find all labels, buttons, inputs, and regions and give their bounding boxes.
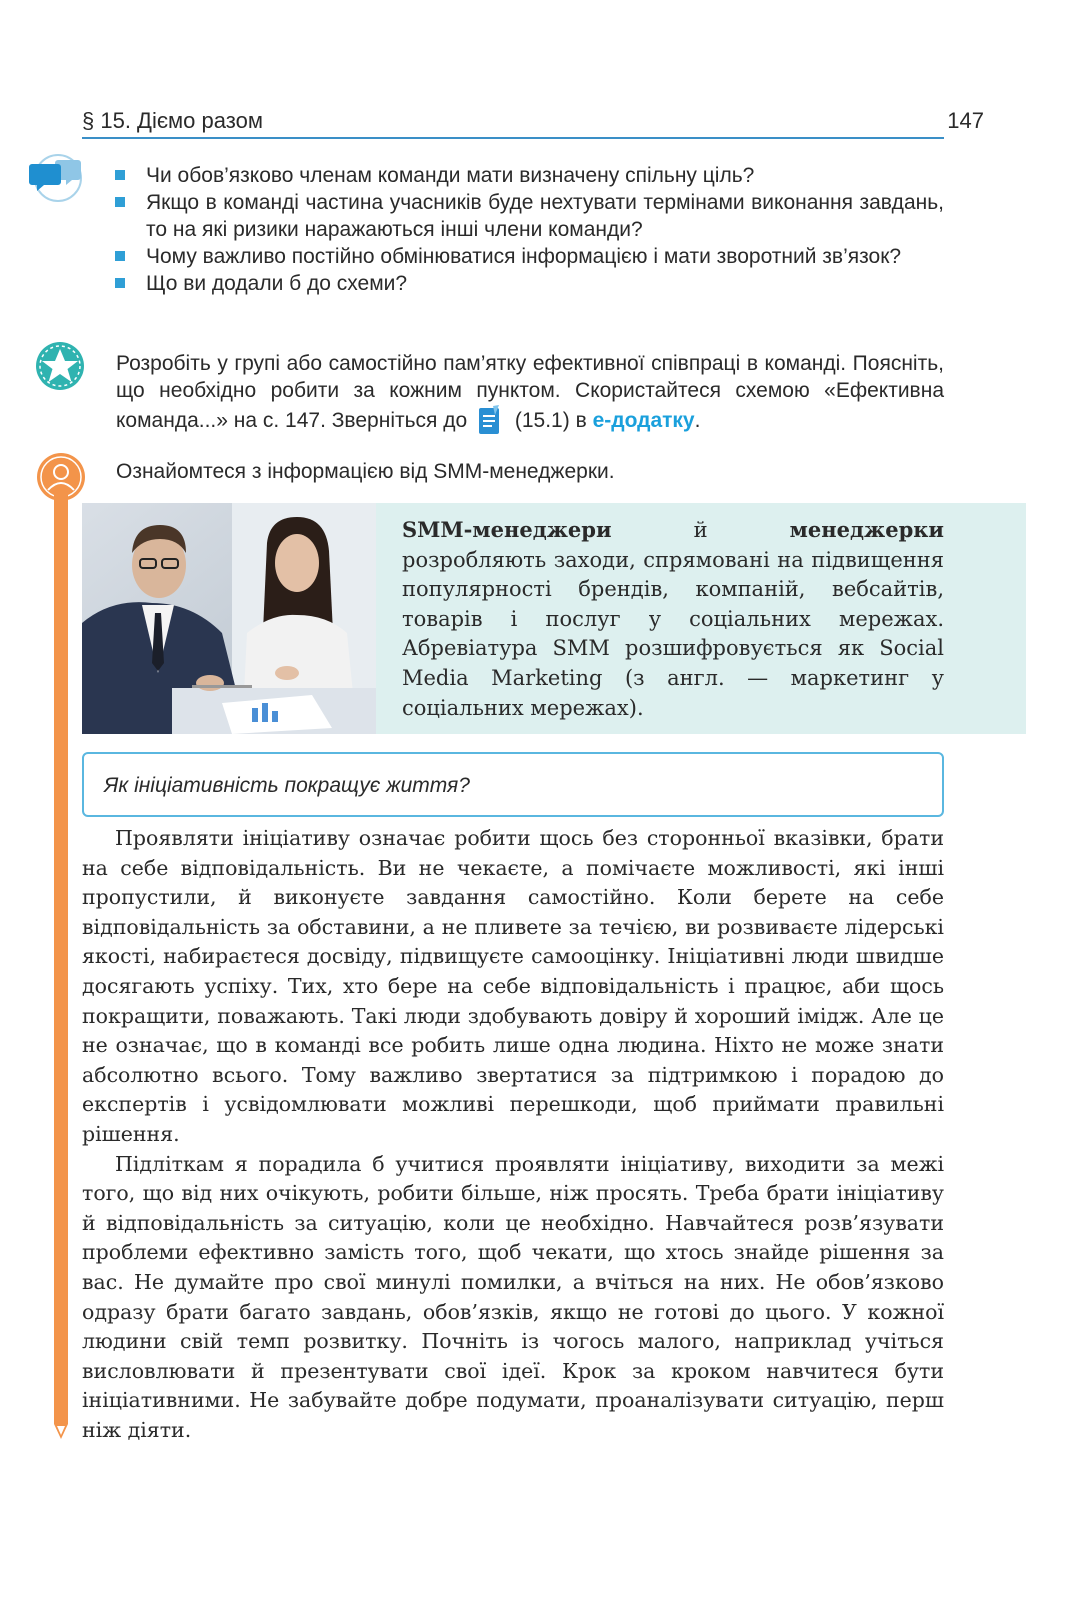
header-rule: [82, 137, 944, 139]
discussion-icon: [28, 152, 86, 204]
list-item: Що ви додали б до схеми?: [114, 270, 944, 297]
smm-description: SMM-менеджери й менеджерки розробляють заходи, спрямовані на підвищення популярності брендів, компаній, вебсайтів, товарів і послуг у соціальних мережах. Абревіатура SMM розшифровується як Social Media Marketing (з англ. — маркетинг у соціальних мережах).: [402, 517, 944, 720]
task-paragraph: [116, 350, 944, 436]
definition-text: розробляють заходи, спрямовані на підвищення популярності брендів, компаній, вебсайтів, товарів і послуг у соціальних мережах. Абревіатура SMM розшифровується як Social Media Marketing (з англ. — маркетинг у соціальних мережах).: [402, 547, 944, 720]
question-box: [82, 752, 944, 817]
star-icon: [34, 340, 86, 392]
task-text: Розробіть у групі або самостійно пам’ятку ефективної співпраці в команді. Поясніть, що необхідно робити за кожним пунктом. Скористайтеся схемою «Ефективна команда...» на с. 147. Зверніться до: [116, 352, 944, 432]
question-text: Як ініціативність покращує життя?: [104, 774, 470, 797]
article-paragraph-1: Проявляти ініціативу означає робити щось без сторонньої вказівки, брати на себе відповідальність. Ви не чекаєте, а помічаєте можливості, які інші пропустили, й виконуєте завдання самостійно. Коли берете на себе відповідальність за обставини, а не пливете за течією, ви розвиваєте лідерські якості, набираєтеся досвіду, підвищуєте самооцінку. Ініціативні люди швидше досягають успіху. Тих, хто бере на себе відповідальність і працює, аби щось покращити, поважають. Такі люди здобувають довіру й хороший імідж. Але це не означає, що в команді все робить лише одна людина. Ніхто не може знати абсолютно всього. Тому важливо звертатися за підтримкою і порадою до експертів і усвідомлювати можливі перешкоди, щоб приймати правильні рішення.: [82, 826, 944, 1146]
article-paragraph-2: Підліткам я порадила б учитися проявляти ініціативу, виходити за межі того, що від них очікують, робити більше, ніж просять. Треба брати ініціативу й відповідальність за ситуацію, коли це необхідно. Навчайтеся розв’язувати проблеми ефективно замість того, щоб чекати, що хтось знайде рішення за вас. Не думайте про свої минулі помилки, а вчіться на них. Не обов’язково одразу брати багато завдань, обов’язків, якщо не готові до цього. У кожної людини свій темп розвитку. Почніть із чогось малого, наприклад учіться висловлювати й презентувати свої ідеї. Крок за кроком навчитеся бути ініціативними. Не забувайте добре подумати, проаналізувати ситуацію, перш ніж діяти.: [82, 1151, 944, 1442]
arrow-down-icon: [53, 1418, 69, 1440]
section-title: § 15. Діємо разом: [82, 108, 263, 133]
list-item: Якщо в команді частина учасників буде нехтувати термінами виконання завдань, то на які ризики наражаються інші члени команди?: [114, 189, 944, 243]
task-end: .: [694, 409, 701, 432]
list-item: Чи обов’язково членам команди мати визначену спільну ціль?: [114, 162, 944, 189]
list-item: Чому важливо постійно обмінюватися інформацією і мати зворотний зв’язок?: [114, 243, 944, 270]
term-managers: менеджерки: [789, 517, 944, 542]
term-smm-managers: SMM-менеджери: [402, 517, 612, 542]
info-box: [82, 503, 1026, 734]
intro-text: Ознайомтеся з інформацією від SMM-менеджерки.: [116, 460, 615, 483]
article-body: [82, 824, 944, 1445]
expert-section-bar: [54, 494, 68, 1424]
page-header: [82, 106, 984, 140]
question-list: [114, 162, 944, 297]
e-appendix-link[interactable]: е-додатку: [592, 409, 695, 432]
task-ref: (15.1) в: [514, 409, 587, 432]
page-number: 147: [947, 108, 984, 133]
document-icon[interactable]: [477, 404, 503, 436]
business-people-photo: [82, 503, 376, 734]
